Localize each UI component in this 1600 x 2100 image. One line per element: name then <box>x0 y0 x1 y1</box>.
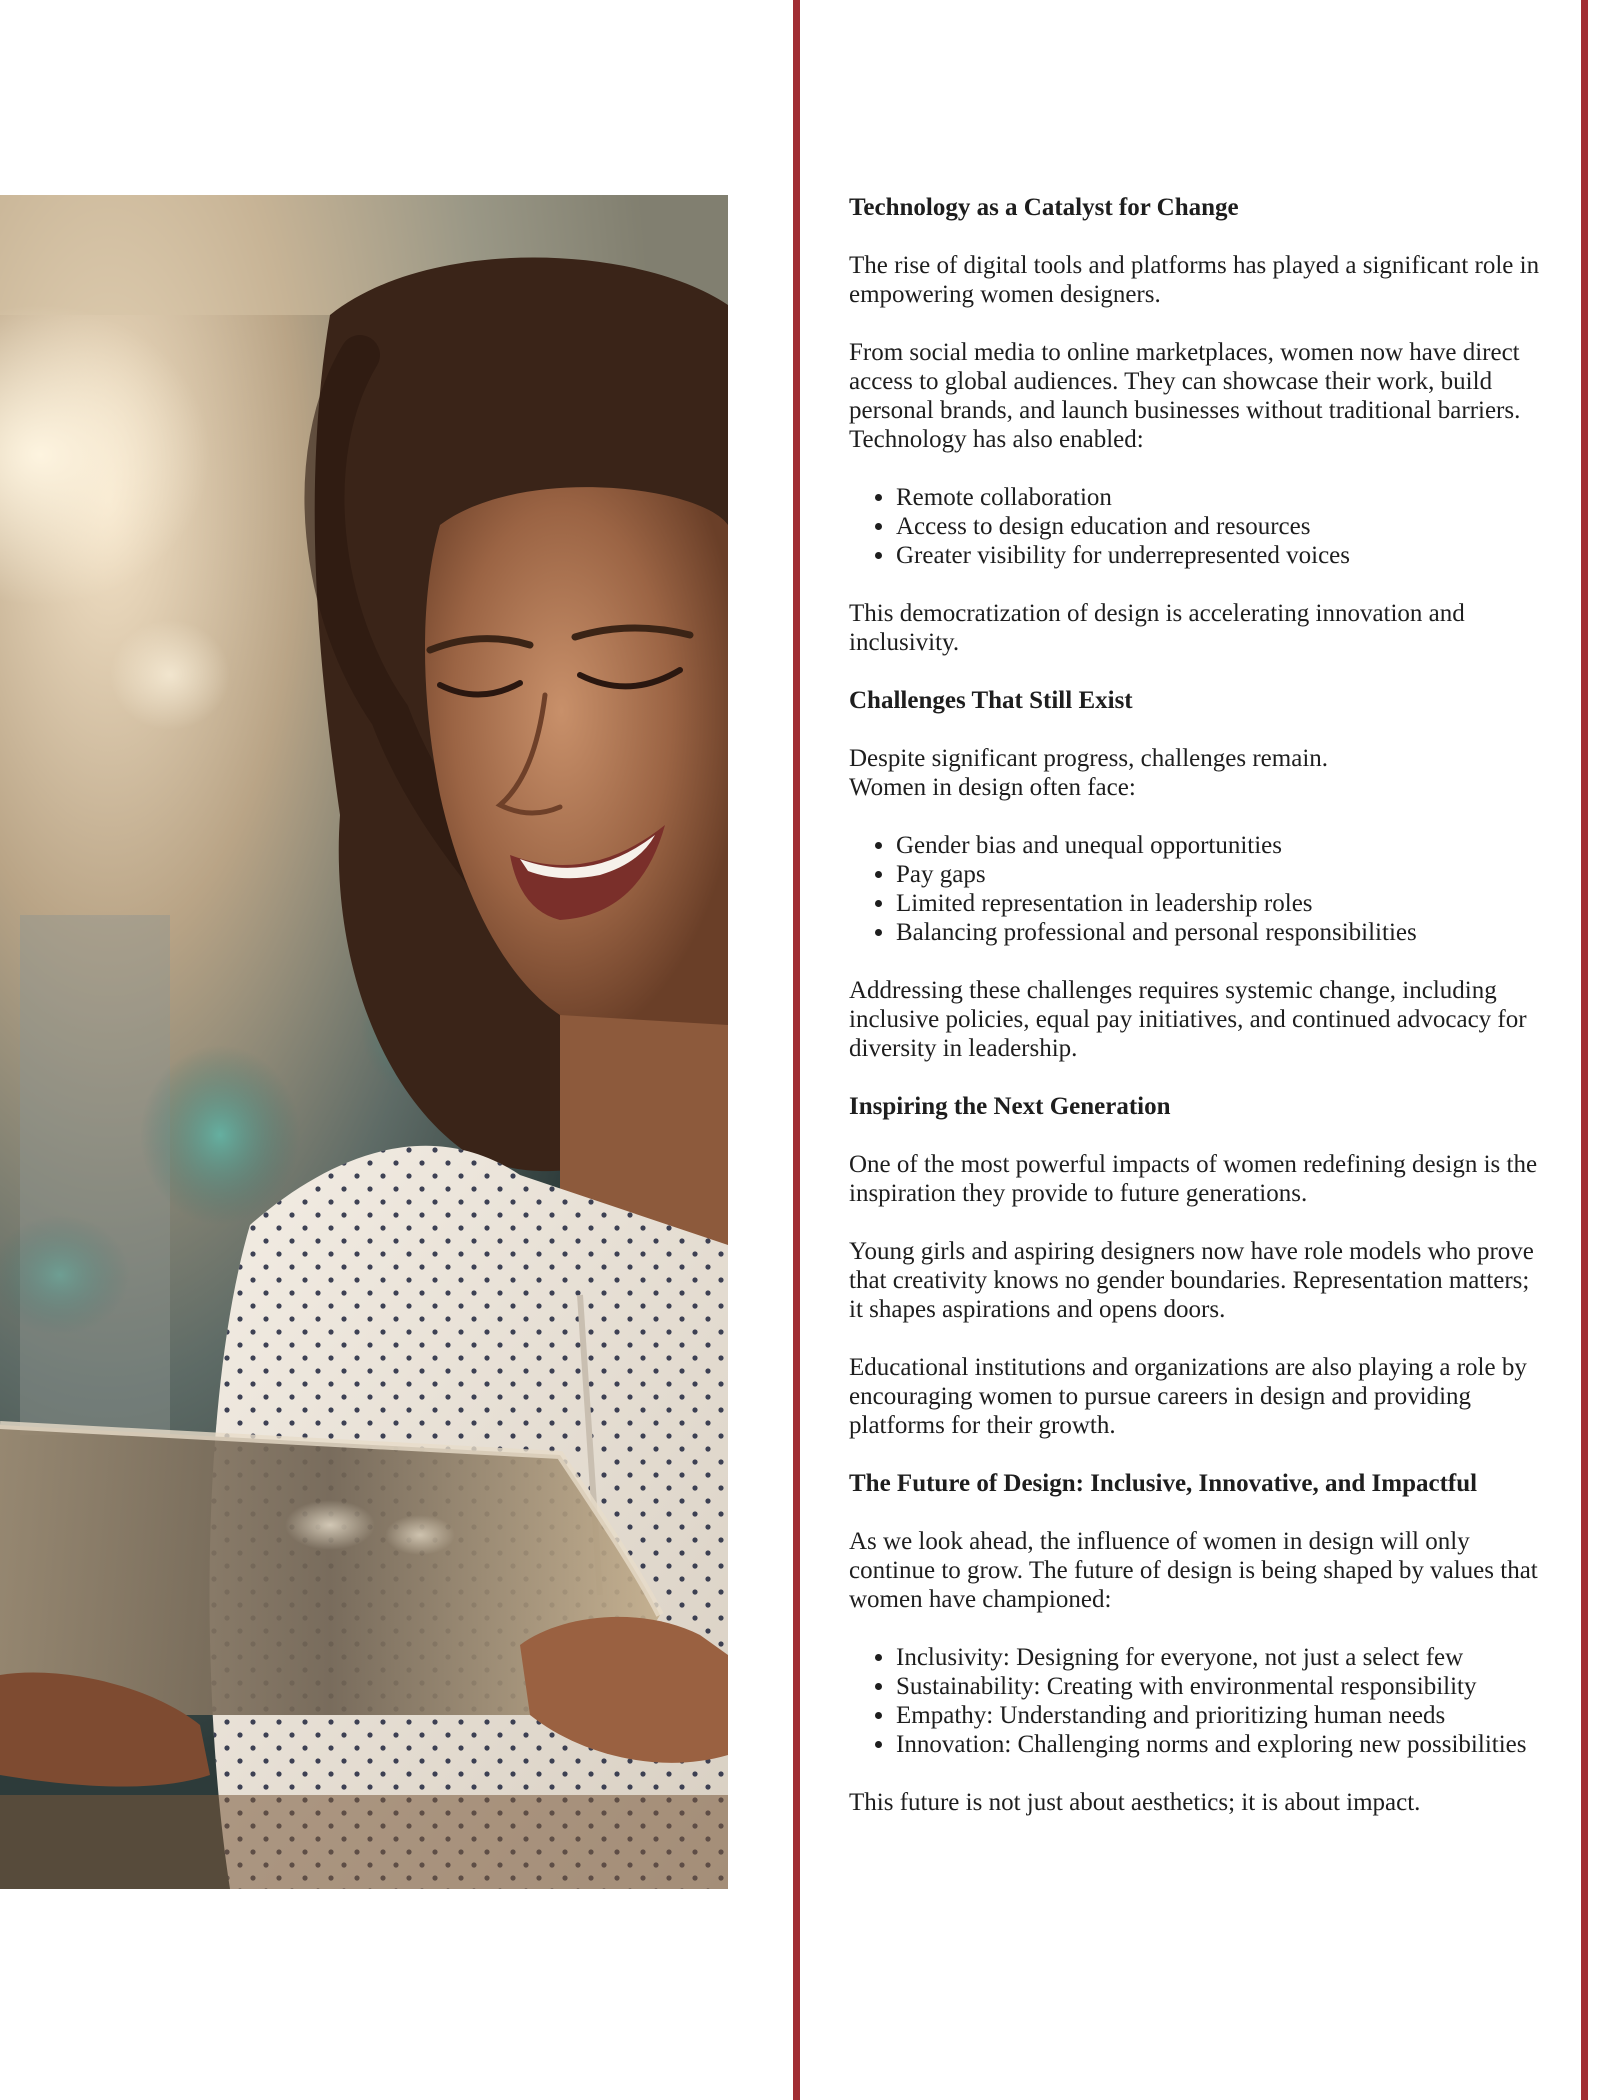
woman-with-tablet-illustration <box>0 195 728 1889</box>
paragraph: Educational institutions and organizations are also playing a role by encouraging women to pursue careers in design and providing platforms for their growth. <box>849 1354 1527 1439</box>
list-item: • Remote collaboration <box>896 483 1549 512</box>
list-item: • Limited representation in leadership roles <box>896 889 1549 918</box>
list-item: • Pay gaps <box>896 860 1549 889</box>
paragraph: One of the most powerful impacts of women redefining design is the inspiration they provide to future generations. <box>849 1151 1538 1207</box>
article-body <box>849 193 1549 1846</box>
list-item: • Gender bias and unequal opportunities <box>896 831 1549 860</box>
paragraph: As we look ahead, the influence of women in design will only continue to grow. The future of design is being shaped by values that women have championed: <box>849 1528 1538 1613</box>
section-heading: The Future of Design: Inclusive, Innovative, and Impactful <box>849 1470 1478 1497</box>
paragraph: Women in design often face: <box>849 774 1136 801</box>
list-item: • Sustainability: Creating with environmental responsibility <box>896 1672 1549 1701</box>
section-heading: Technology as a Catalyst for Change <box>849 194 1239 221</box>
list-item: • Innovation: Challenging norms and exploring new possibilities <box>896 1730 1549 1759</box>
list-item: • Balancing professional and personal responsibilities <box>896 918 1549 947</box>
section-technology <box>849 193 1549 657</box>
paragraph: The rise of digital tools and platforms has played a significant role in empowering women designers. <box>849 252 1540 308</box>
bullet-list <box>849 483 1549 570</box>
bullet-list <box>849 1643 1549 1759</box>
section-challenges <box>849 686 1549 1063</box>
paragraph: This democratization of design is accelerating innovation and inclusivity. <box>849 600 1465 656</box>
accent-rule-left <box>793 0 800 2100</box>
section-heading: Inspiring the Next Generation <box>849 1093 1171 1120</box>
section-heading: Challenges That Still Exist <box>849 687 1133 714</box>
paragraph: Despite significant progress, challenges remain. <box>849 745 1329 772</box>
list-item: • Access to design education and resources <box>896 512 1549 541</box>
paragraph: Addressing these challenges requires systemic change, including inclusive policies, equal pay initiatives, and continued advocacy for diversity in leadership. <box>849 977 1527 1062</box>
bullet-list <box>849 831 1549 947</box>
list-item: • Empathy: Understanding and prioritizing human needs <box>896 1701 1549 1730</box>
section-next-generation <box>849 1092 1549 1440</box>
paragraph: From social media to online marketplaces, women now have direct access to global audiences. They can showcase their work, build personal brands, and launch businesses without traditional barriers. <box>849 339 1521 424</box>
accent-rule-right <box>1581 0 1588 2100</box>
hero-photo <box>0 195 728 1889</box>
paragraph: Technology has also enabled: <box>849 426 1144 453</box>
list-item: • Greater visibility for underrepresented voices <box>896 541 1549 570</box>
paragraph: Young girls and aspiring designers now have role models who prove that creativity knows no gender boundaries. Representation matters; it shapes aspirations and opens doors. <box>849 1238 1534 1323</box>
section-future <box>849 1469 1549 1817</box>
list-item: • Inclusivity: Designing for everyone, not just a select few <box>896 1643 1549 1672</box>
paragraph: This future is not just about aesthetics; it is about impact. <box>849 1789 1421 1816</box>
